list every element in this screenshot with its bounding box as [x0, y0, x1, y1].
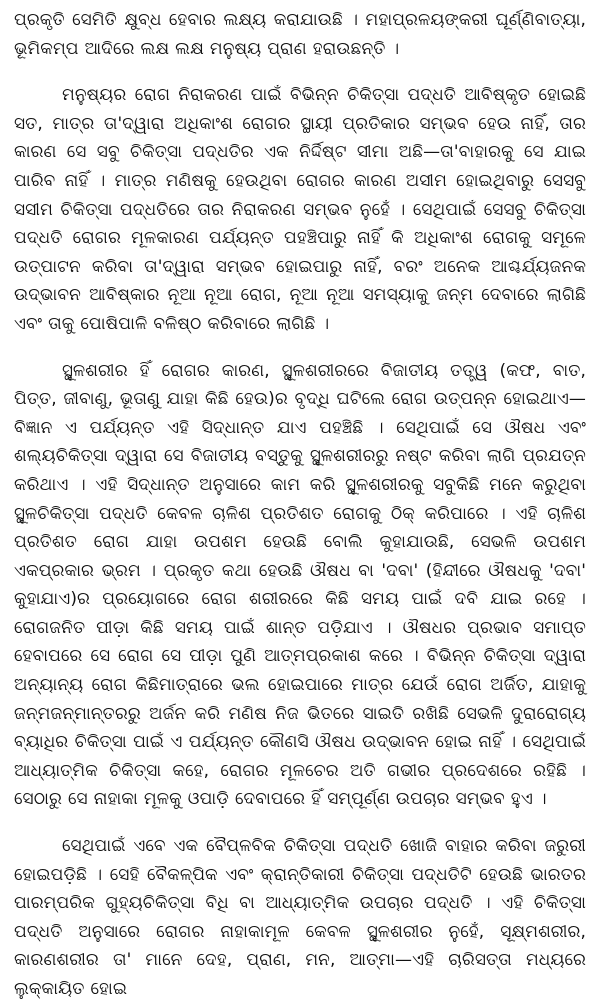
paragraph-3: ସ୍ଥୂଳଶରୀର ହିଁ ରୋଗର କାରଣ, ସ୍ଥୂଳଶରୀରରେ ବିଜାତୀୟ ତତ୍ତ୍ୱ (କଫ, ବାତ, ପିତ୍ତ, ଜୀବାଣୁ, ଭୂତାଣୁ ଯାହା କିଛି ହେଉ)ର ବୃଦ୍ଧି ଘଟିଲେ ରୋଗ ଉତ୍ପନ୍ନ ହୋଇଥାଏ—ବିଜ୍ଞାନ ଏ ପର୍ଯ୍ୟନ୍ତ ଏହି ସିଦ୍ଧାନ୍ତ ଯାଏ ପହଞ୍ଚିଛି । ସେଥିପାଇଁ ସେ ଔଷଧ ଏବଂ ଶଲ୍ୟଚିକିତ୍ସା ଦ୍ୱାରା ସେ ବିଜାତୀୟ ବସ୍ତୁକୁ ସ୍ଥୂଳଶରୀରରୁ ନଷ୍ଟ କରିବା ଲାଗି ପ୍ରଯତ୍ନ କରିଥାଏ । ଏହି ସିଦ୍ଧାନ୍ତ ଅନୁସାରେ କାମ କରି ସ୍ଥୂଳଶରୀରକୁ ସବୁକିଛି ମନେ କରୁଥିବା ସ୍ଥୂଳଚିକିତ୍ସା ପଦ୍ଧତି କେବଳ ଚାଳିଶ ପ୍ରତିଶତ ରୋଗକୁ ଠିକ୍ କରିପାରେ । ଏହି ଚାଳିଶ ପ୍ରତିଶତ ରୋଗ ଯାହା ଉପଶମ ହେଉଛି ବୋଲି କୁହାଯାଉଛି, ସେଭଳି ଉପଶମ ଏକପ୍ରକାର ଭ୍ରମ । ପ୍ରକୃତ କଥା ହେଉଛି ଔଷଧ ବା 'ଦବା' (ହିନ୍ଦୀରେ ଔଷଧକୁ 'ଦବା' କୁହାଯାଏ)ର ପ୍ରୟୋଗରେ ରୋଗ ଶରୀରରେ କିଛି ସମୟ ପାଇଁ ଦବି ଯାଇ ରହେ । ରୋଗଜନିତ ପୀଡ଼ା କିଛି ସମୟ ପାଇଁ ଶାନ୍ତ ପଡ଼ିଯାଏ । ଔଷଧର ପ୍ରଭାବ ସମାପ୍ତ ହେବାପରେ ସେ ରୋଗ ସେ ପୀଡ଼ା ପୁଣି ଆତ୍ମପ୍ରକାଶ କରେ । ବିଭିନ୍ନ ଚିକିତ୍ସା ଦ୍ୱାରା ଅନ୍ୟାନ୍ୟ ରୋଗ କିଛିମାତ୍ରାରେ ଭଲ ହୋଇପାରେ ମାତ୍ର ଯେଉଁ ରୋଗ ଅର୍ଜିତ, ଯାହାକୁ ଜନ୍ମଜନ୍ମାନ୍ତରରୁ ଅର୍ଜନ କରି ମଣିଷ ନିଜ ଭିତରେ ସାଇତି ରଖିଛି ସେଭଳି ଦୁରାରୋଗ୍ୟ ବ୍ୟାଧିର ଚିକିତ୍ସା ପାଇଁ ଏ ପର୍ଯ୍ୟନ୍ତ କୌଣସି ଔଷଧ ଉଦ୍ଭାବନ ହୋଇ ନାହିଁ । ସେଥିପାଇଁ ଆଧ୍ୟାତ୍ମିକ ଚିକିତ୍ସା କହେ, ରୋଗର ମୂଳଚେର ଅତି ଗଭୀର ପ୍ରଦେଶରେ ରହିଛି । ସେଠାରୁ ସେ ନାହାକା ମୂଳକୁ ଓପାଡ଼ି ଦେବାପରେ ହିଁ ସମ୍ପୂର୍ଣ୍ଣ ଉପଚାର ସମ୍ଭବ ହୁଏ ।	[14, 360, 586, 810]
paragraph-2: ମନୁଷ୍ୟର ରୋଗ ନିରାକରଣ ପାଇଁ ବିଭିନ୍ନ ଚିକିତ୍ସା ପଦ୍ଧତି ଆବିଷ୍କୃତ ହୋଇଛି ସତ, ମାତ୍ର ତା'ଦ୍ୱାରା ଅଧିକାଂଶ ରୋଗର ସ୍ଥାୟୀ ପ୍ରତିକାର ସମ୍ଭବ ହେଉ ନାହିଁ, ତାର କାରଣ ସେ ସବୁ ଚିକିତ୍ସା ପଦ୍ଧତିର ଏକ ନିର୍ଦ୍ଦିଷ୍ଟ ସୀମା ଅଛି—ତା'ବାହାରକୁ ସେ ଯାଇ ପାରିବ ନାହିଁ । ମାତ୍ର ମଣିଷକୁ ହେଉଥିବା ରୋଗର କାରଣ ଅସୀମ ହୋଇଥିବାରୁ ସେସବୁ ସସୀମ ଚିକିତ୍ସା ପଦ୍ଧତିରେ ତାର ନିରାକରଣ ସମ୍ଭବ ନୁହେଁ । ସେଥିପାଇଁ ସେସବୁ ଚିକିତ୍ସା ପଦ୍ଧତି ରୋଗର ମୂଳକାରଣ ପର୍ଯ୍ୟନ୍ତ ପହଞ୍ଚିପାରୁ ନାହିଁ କି ଅଧିକାଂଶ ରୋଗକୁ ସମୂଳେ ଉତ୍ପାଟନ କରିବା ତା'ଦ୍ୱାରା ସମ୍ଭବ ହୋଇପାରୁ ନାହିଁ, ବରଂ ଅନେକ ଆଶ୍ଚର୍ଯ୍ୟଜନକ ଉଦ୍ଭାବନ ଆବିଷ୍କାର ନୂଆ ନୂଆ ରୋଗ, ନୂଆ ନୂଆ ସମସ୍ୟାକୁ ଜନ୍ମ ଦେବାରେ ଲାଗିଛି ଏବଂ ତାକୁ ପୋଷିପାଳି ବଳିଷ୍ଠ କରିବାରେ ଲାଗିଛି ।	[14, 85, 586, 334]
paragraph-4: ସେଥିପାଇଁ ଏବେ ଏକ ବୈପ୍ଳବିକ ଚିକିତ୍ସା ପଦ୍ଧତି ଖୋଜି ବାହାର କରିବା ଜରୁରୀ ହୋଇପଡ଼ିଛି । ସେହି ବୈକଳ୍ପିକ ଏବଂ କ୍ରାନ୍ତିକାରୀ ଚିକିତ୍ସା ପଦ୍ଧତିଟି ହେଉଛି ଭାରତର ପାରମ୍ପରିକ ଗୁହ୍ୟଚିକିତ୍ସା ବିଧି ବା ଆଧ୍ୟାତ୍ମିକ ଉପଚାର ପଦ୍ଧତି । ଏହି ଚିକିତ୍ସା ପଦ୍ଧତି ଅନୁସାରେ ରୋଗର ନାହାକାମୂଳ କେବଳ ସ୍ଥୂଳଶରୀର ନୁହେଁ, ସୂକ୍ଷ୍ମଶରୀର, କାରଣଶରୀର ତା' ମାନେ ଦେହ, ପ୍ରାଣ, ମନ, ଆତ୍ମା—ଏହି ଚାରିସତ୍ତା ମଧ୍ୟରେ ଲୁକ୍କାୟିତ ହୋଇ	[14, 836, 586, 999]
paragraph-1: ପ୍ରକୃତି ସେମିତି କ୍ଷୁବ୍ଧ ହେବାର ଲକ୍ଷ୍ୟ କରାଯାଉଛି । ମହାପ୍ରଳୟଙ୍କରୀ ଘୂର୍ଣ୍ଣିବାତ୍ୟା, ଭୂମିକମ୍ପ ଆଦିରେ ଲକ୍ଷ ଲକ୍ଷ ମନୁଷ୍ୟ ପ୍ରାଣ ହରାଉଛନ୍ତି ।	[14, 10, 586, 59]
